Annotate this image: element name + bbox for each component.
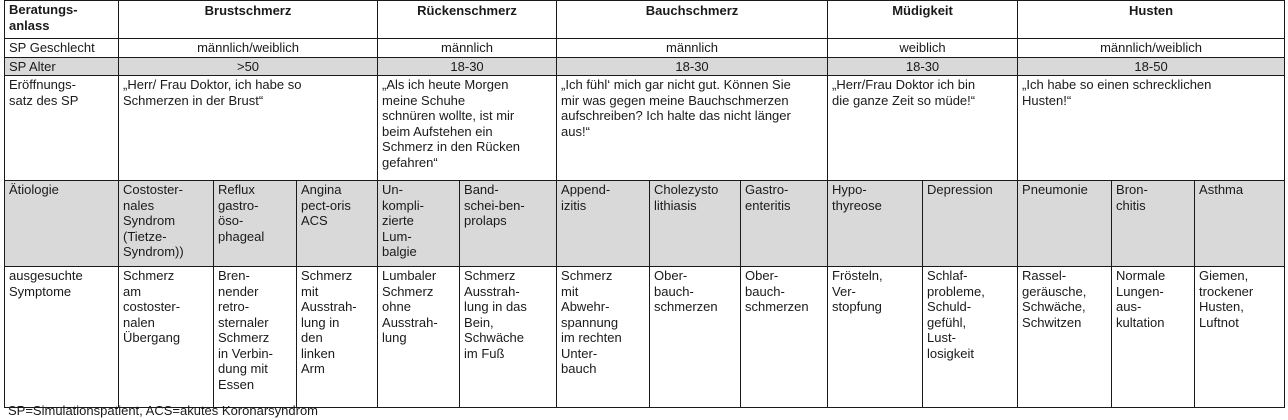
row-label-geschlecht: SP Geschlecht: [5, 39, 119, 58]
table-cell: Schlaf- probleme, Schuld- gefühl, Lust- losigkeit: [923, 267, 1018, 408]
table-cell: männlich/weiblich: [1018, 39, 1285, 58]
table-cell: weiblich: [828, 39, 1018, 58]
table-cell: Band- schei-ben- prolaps: [460, 181, 557, 267]
header-husten: Husten: [1018, 1, 1285, 39]
table-cell: Schmerz Ausstrah- lung in das Bein, Schwäche im Fuß: [460, 267, 557, 408]
table-cell: Ober- bauch- schmerzen: [741, 267, 828, 408]
table-cell: Depression: [923, 181, 1018, 267]
footnote: SP=Simulationspatient, ACS=akutes Koronarsyndrom: [8, 403, 319, 418]
table-cell: 18-30: [557, 57, 828, 76]
header-rueckenschmerz: Rückenschmerz: [378, 1, 557, 39]
row-label-symptome: ausgesuchte Symptome: [5, 267, 119, 408]
table-cell: „Als ich heute Morgen meine Schuhe schnüren wollte, ist mir beim Aufstehen ein Schmerz in den Rücken gefahren“: [378, 76, 557, 181]
table-cell: Un- kompli- zierte Lum- balgie: [378, 181, 460, 267]
row-label-alter: SP Alter: [5, 57, 119, 76]
row-label-anlass: Beratungs- anlass: [5, 1, 119, 39]
age-row: [5, 57, 1285, 76]
table-cell: „Herr/Frau Doktor ich bin die ganze Zeit so müde!“: [828, 76, 1018, 181]
table-cell: Rassel- geräusche, Schwäche, Schwitzen: [1018, 267, 1112, 408]
table-cell: Normale Lungen- aus- kultation: [1112, 267, 1195, 408]
table-cell: „Herr/ Frau Doktor, ich habe so Schmerzen in der Brust“: [119, 76, 378, 181]
table-cell: Cholezysto lithiasis: [650, 181, 741, 267]
table-cell: Lumbaler Schmerz ohne Ausstrah- lung: [378, 267, 460, 408]
header-row: [5, 1, 1285, 39]
table-cell: Schmerz mit Abwehr- spannung im rechten Unter- bauch: [557, 267, 650, 408]
table-cell: männlich/weiblich: [119, 39, 378, 58]
header-bauchschmerz: Bauchschmerz: [557, 1, 828, 39]
header-muedigkeit: Müdigkeit: [828, 1, 1018, 39]
table-cell: „Ich habe so einen schrecklichen Husten!“: [1018, 76, 1285, 181]
table-cell: Giemen, trockener Husten, Luftnot: [1195, 267, 1285, 408]
table-cell: Gastro- enteritis: [741, 181, 828, 267]
table-cell: Ober- bauch- schmerzen: [650, 267, 741, 408]
table-cell: Costoster- nales Syndrom (Tietze- Syndrom)): [119, 181, 214, 267]
sex-row: [5, 39, 1285, 58]
consultation-table: [4, 0, 1285, 408]
etiology-row: [5, 181, 1285, 267]
table-cell: Angina pect-oris ACS: [297, 181, 378, 267]
table-cell: Asthma: [1195, 181, 1285, 267]
table-cell: 18-30: [828, 57, 1018, 76]
table-cell: Append- izitis: [557, 181, 650, 267]
symptoms-row: [5, 267, 1285, 408]
table-cell: Hypo- thyreose: [828, 181, 923, 267]
table-cell: Pneumonie: [1018, 181, 1112, 267]
table-cell: 18-50: [1018, 57, 1285, 76]
table-cell: Bron- chitis: [1112, 181, 1195, 267]
table-cell: männlich: [557, 39, 828, 58]
table-cell: >50: [119, 57, 378, 76]
row-label-eroeffnung: Eröffnungs- satz des SP: [5, 76, 119, 181]
table-cell: 18-30: [378, 57, 557, 76]
table-cell: Schmerz mit Ausstrah- lung in den linken Arm: [297, 267, 378, 408]
table-cell: männlich: [378, 39, 557, 58]
table-cell: Reflux gastro- öso- phageal: [214, 181, 297, 267]
opening-row: [5, 76, 1285, 181]
table-cell: Schmerz am costoster- nalen Übergang: [119, 267, 214, 408]
header-brustschmerz: Brustschmerz: [119, 1, 378, 39]
table-cell: Bren- nender retro- sternaler Schmerz in Verbin- dung mit Essen: [214, 267, 297, 408]
table-cell: „Ich fühl‘ mich gar nicht gut. Können Sie mir was gegen meine Bauchschmerzen aufschreiben? Ich halte das nicht länger aus!“: [557, 76, 828, 181]
table-cell: Frösteln, Ver- stopfung: [828, 267, 923, 408]
row-label-aetiologie: Ätiologie: [5, 181, 119, 267]
